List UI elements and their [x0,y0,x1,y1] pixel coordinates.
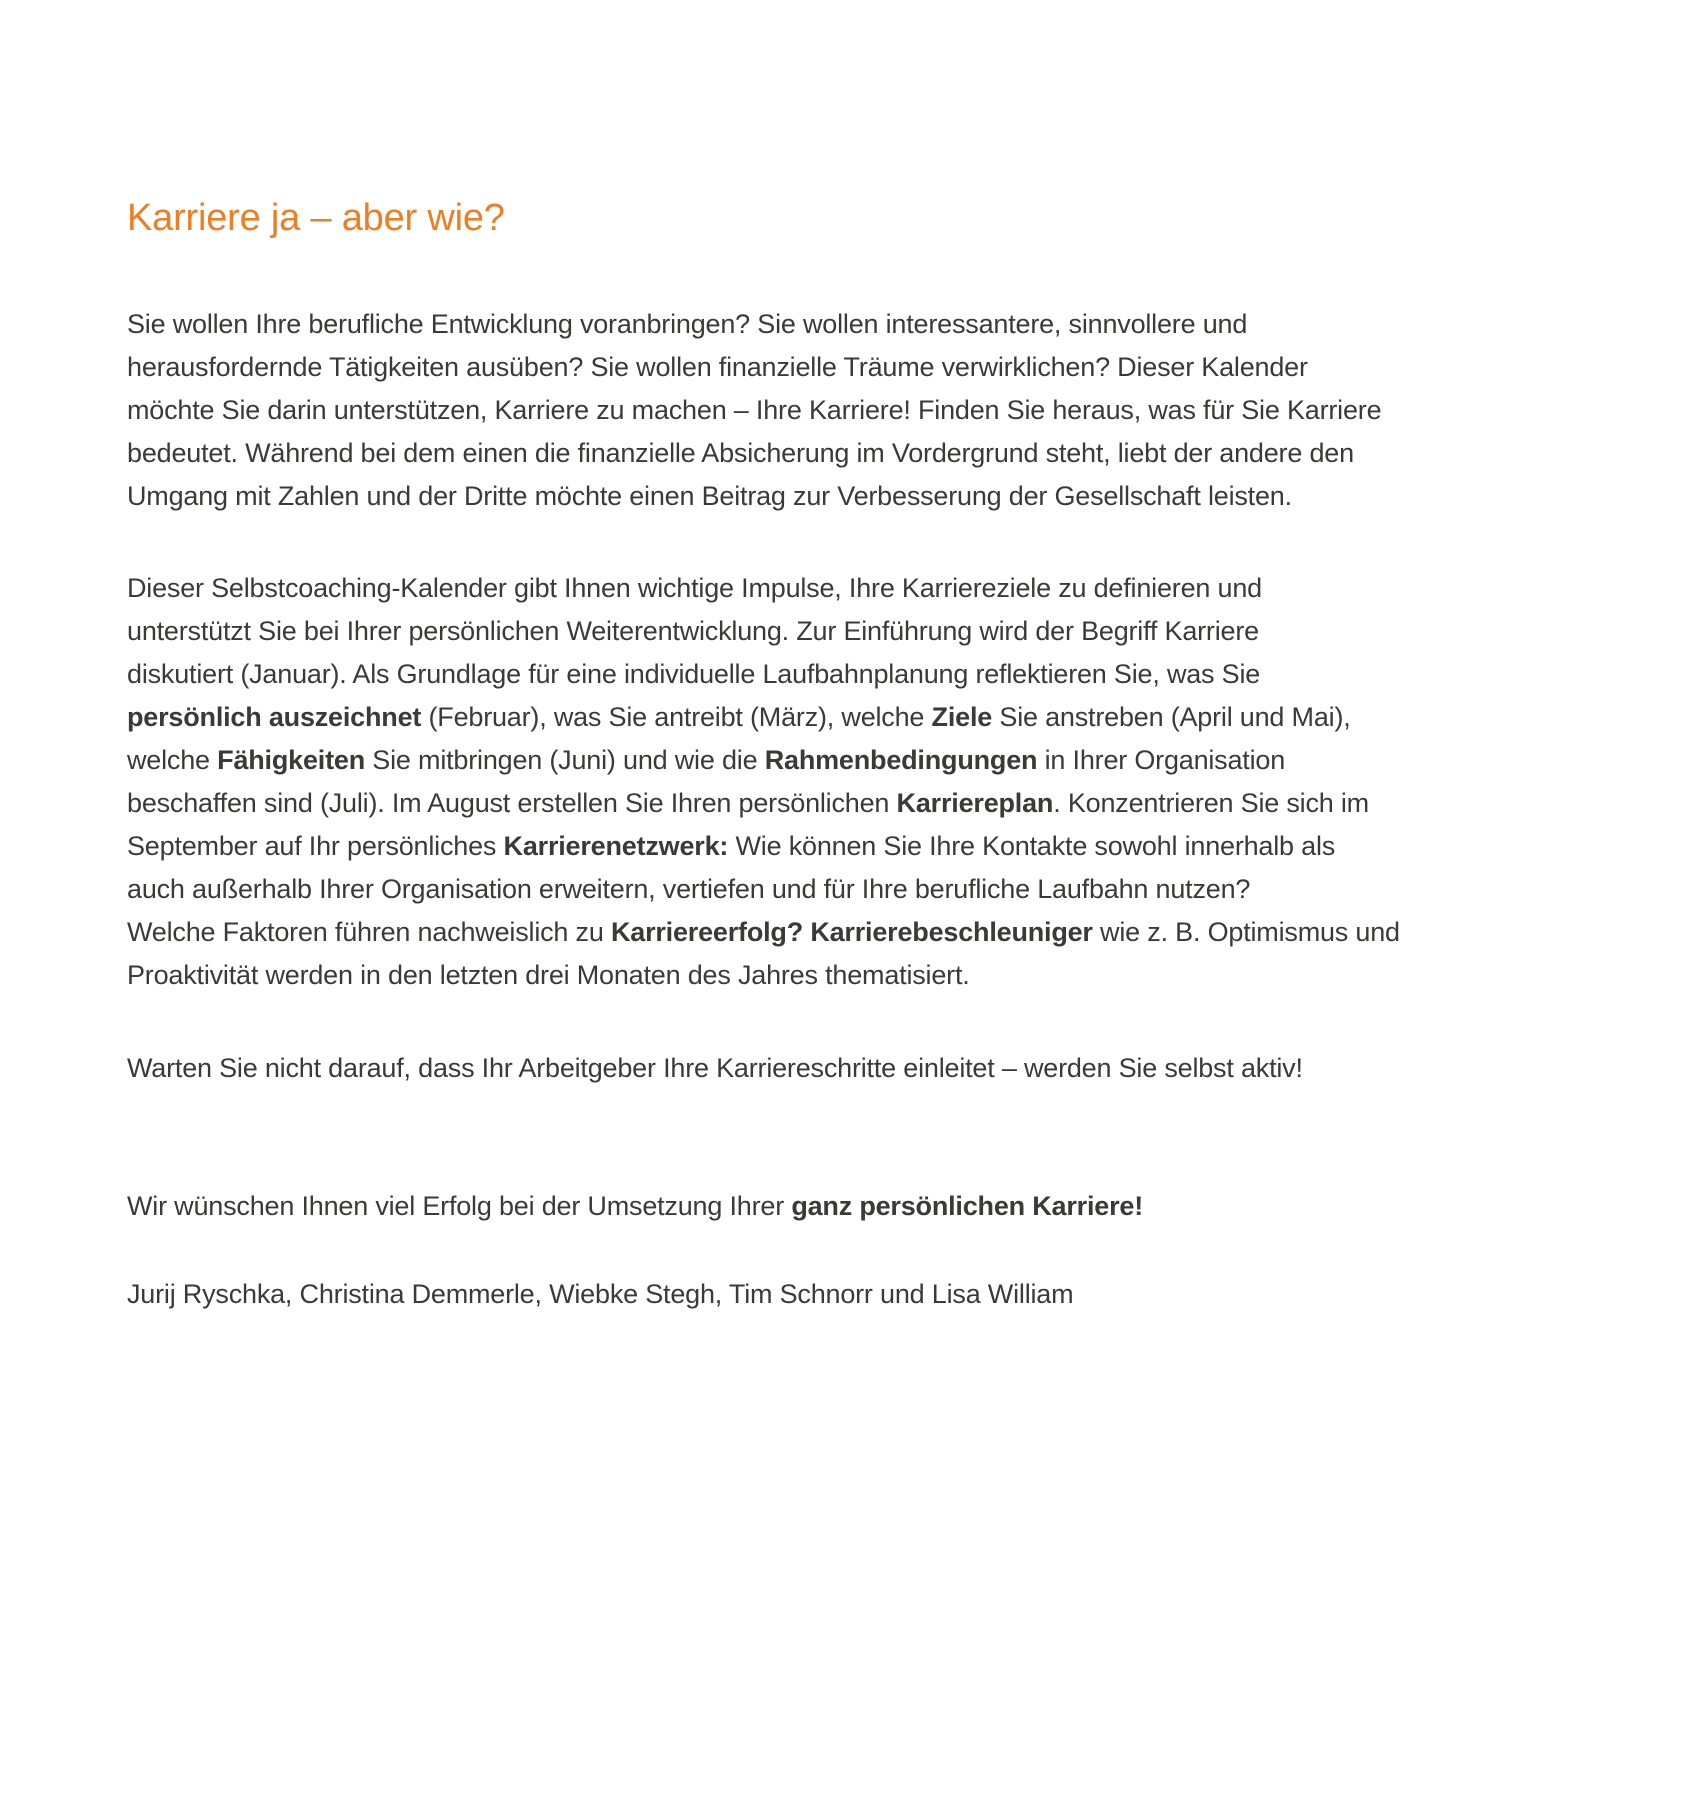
text-segment: bedeutet. Während bei dem einen die finanzielle Absicherung im Vordergrund steht, liebt der andere den [127,438,1354,468]
text-segment: Sie mitbringen (Juni) und wie die [365,745,765,775]
bold-text-segment: Karrierenetzwerk: [503,831,729,861]
text-segment: in Ihrer Organisation [1037,745,1286,775]
text-segment: welche [127,745,218,775]
bold-text-segment: ganz persönlichen Karriere! [791,1191,1144,1221]
text-line [127,696,1400,739]
bold-text-segment: persönlich auszeichnet [127,702,422,732]
text-segment: . Konzentrieren Sie sich im [1053,788,1369,818]
text-segment: unterstützt Sie bei Ihrer persönlichen Weiterentwicklung. Zur Einführung wird der Begriff Karriere [127,616,1259,646]
text-line [127,610,1400,653]
paragraph-wish [127,1185,1143,1228]
text-segment: Wie können Sie Ihre Kontakte sowohl innerhalb als [728,831,1336,861]
bold-text-segment: Karriereplan [896,788,1054,818]
text-segment: September auf Ihr persönliches [127,831,504,861]
page-title: Karriere ja – aber wie? [127,197,505,239]
text-line [127,303,1381,346]
text-segment: Sie anstreben (April und Mai), [992,702,1351,732]
text-line [127,868,1400,911]
text-segment: möchte Sie darin unterstützen, Karriere zu machen – Ihre Karriere! Finden Sie heraus, was für Sie Karriere [127,395,1382,425]
text-line [127,782,1400,825]
text-line [127,653,1400,696]
bold-text-segment: Ziele [931,702,993,732]
text-segment: Wir wünschen Ihnen viel Erfolg bei der Umsetzung Ihrer [127,1191,792,1221]
text-segment: Sie wollen Ihre berufliche Entwicklung voranbringen? Sie wollen interessantere, sinnvollere und [127,309,1248,339]
text-line [127,389,1381,432]
authors-line: Jurij Ryschka, Christina Demmerle, Wiebke Stegh, Tim Schnorr und Lisa William [127,1279,1074,1309]
text-segment: (Februar), was Sie antreibt (März), welche [421,702,932,732]
text-line [127,954,1400,997]
text-line [127,825,1400,868]
text-segment: herausfordernde Tätigkeiten ausüben? Sie wollen finanzielle Träume verwirklichen? Dieser Kalender [127,352,1308,382]
text-line [127,432,1381,475]
bold-text-segment: Rahmenbedingungen [764,745,1038,775]
paragraph-call-to-action [127,1047,1303,1090]
text-segment: beschaffen sind (Juli). Im August erstellen Sie Ihren persönlichen [127,788,897,818]
text-line [127,739,1400,782]
text-segment: Dieser Selbstcoaching-Kalender gibt Ihnen wichtige Impulse, Ihre Karriereziele zu definieren und [127,573,1262,603]
bold-text-segment: Fähigkeiten [217,745,365,775]
text-segment: Umgang mit Zahlen und der Dritte möchte einen Beitrag zur Verbesserung der Gesellschaft leisten. [127,481,1292,511]
text-line [127,567,1400,610]
text-line [127,1185,1143,1228]
text-segment: auch außerhalb Ihrer Organisation erweitern, vertiefen und für Ihre berufliche Laufbahn nutzen? [127,874,1251,904]
text-segment: Proaktivität werden in den letzten drei Monaten des Jahres thematisiert. [127,960,970,990]
bold-text-segment: Karriereerfolg? Karrierebeschleuniger [610,917,1093,947]
text-line [127,911,1400,954]
text-segment: diskutiert (Januar). Als Grundlage für eine individuelle Laufbahnplanung reflektieren Sie, was Sie [127,659,1261,689]
text-segment: Welche Faktoren führen nachweislich zu [127,917,611,947]
paragraph-intro [127,303,1381,518]
text-segment: Warten Sie nicht darauf, dass Ihr Arbeitgeber Ihre Karriereschritte einleitet – werden Sie selbst aktiv! [127,1053,1303,1083]
text-line [127,1047,1303,1090]
paragraph-overview [127,567,1400,997]
text-segment: wie z. B. Optimismus und [1092,917,1400,947]
text-line [127,346,1381,389]
text-line [127,475,1381,518]
